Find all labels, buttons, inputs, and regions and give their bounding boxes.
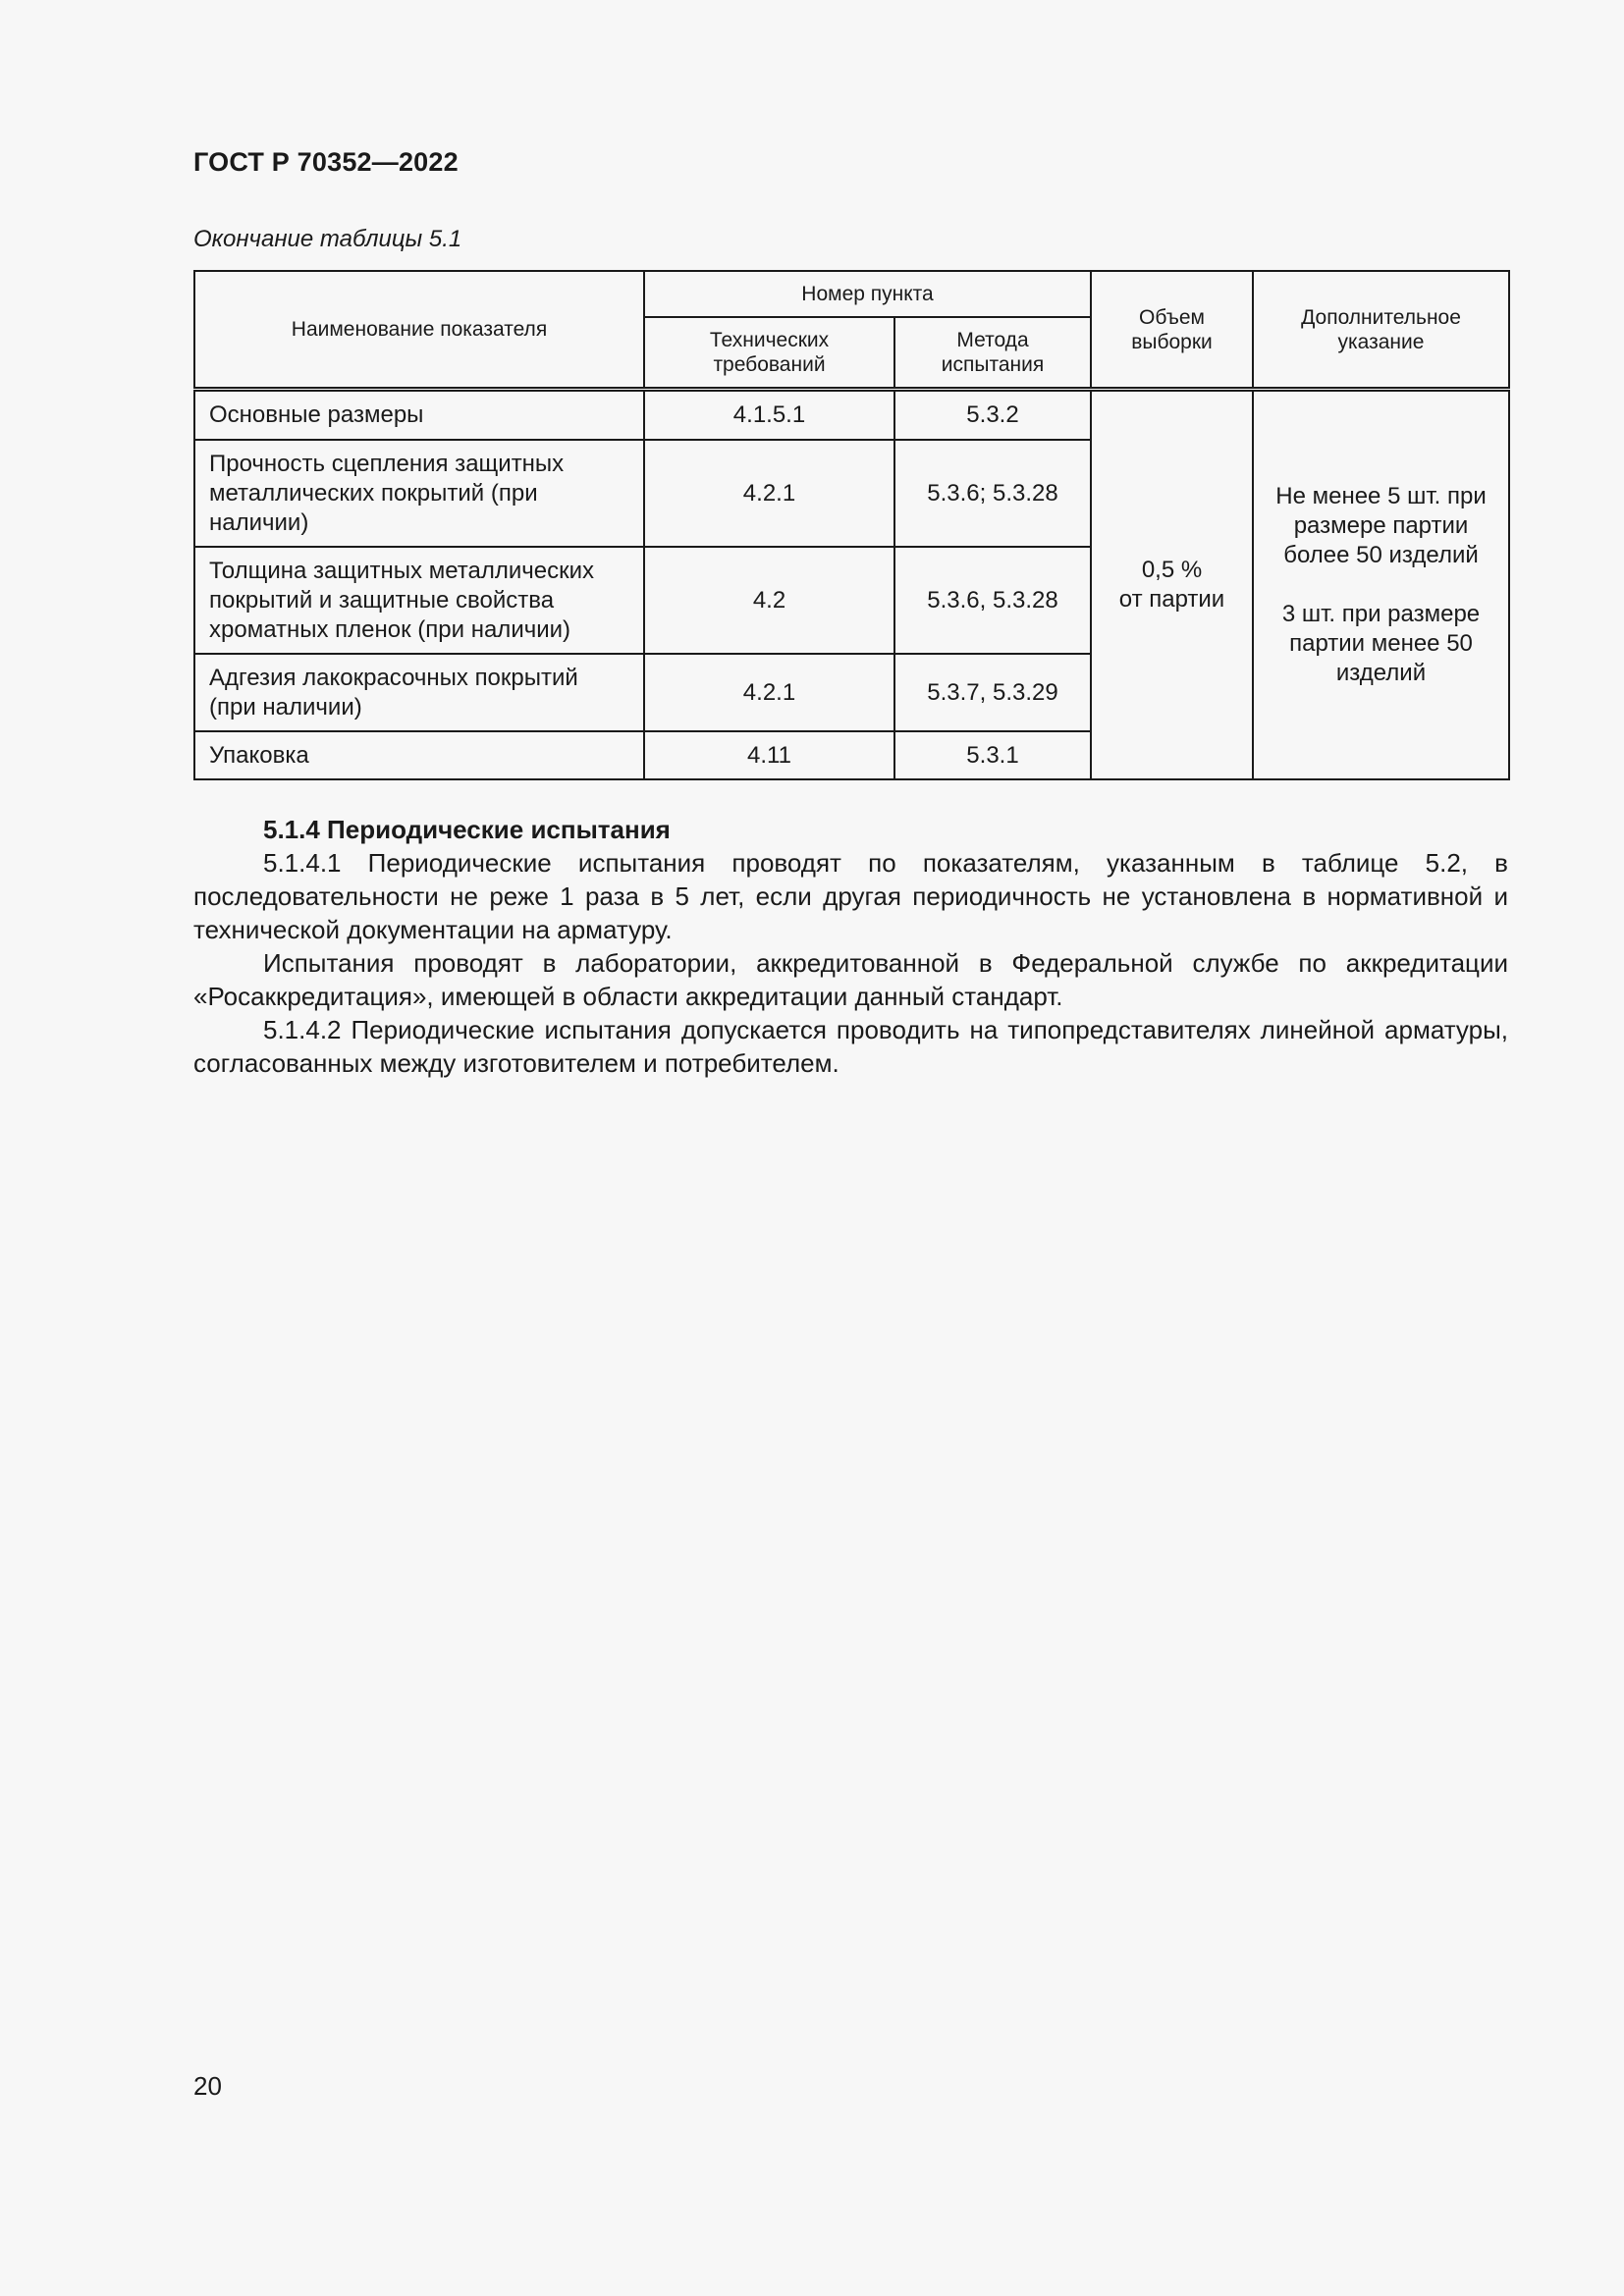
- note-line: 3 шт. при размере: [1281, 601, 1481, 627]
- section-body: [193, 813, 1508, 1080]
- tech-req-value: 4.2.1: [644, 654, 894, 731]
- header-additional-note: Дополнительное указание: [1253, 271, 1509, 390]
- sample-size-line: 0,5 %: [1141, 557, 1203, 583]
- note-line: размере партии: [1293, 512, 1469, 539]
- note-line: изделий: [1335, 660, 1427, 686]
- tech-req-value: 4.2: [644, 547, 894, 654]
- document-id: ГОСТ Р 70352—2022: [193, 147, 459, 177]
- sample-size-cell: [1091, 390, 1253, 780]
- header-tech-requirements: Технических требований: [644, 317, 894, 390]
- test-method-value: 5.3.1: [894, 731, 1091, 779]
- paragraph: Испытания проводят в лаборатории, аккредитованной в Федеральной службе по аккредитации «Росаккредитация», имеющей в области аккредитации данный стандарт.: [193, 948, 1508, 1011]
- test-method-value: 5.3.2: [894, 390, 1091, 441]
- paragraph: 5.1.4.2 Периодические испытания допускается проводить на типопредставителях линейной арматуры, согласованных между изготовителем и потребителем.: [193, 1015, 1508, 1078]
- test-method-value: 5.3.6, 5.3.28: [894, 547, 1091, 654]
- test-method-value: 5.3.7, 5.3.29: [894, 654, 1091, 731]
- note-line: более 50 изделий: [1283, 542, 1479, 568]
- indicator-name: Основные размеры: [194, 390, 644, 441]
- indicator-name: Адгезия лакокрасочных покрытий (при наличии): [194, 654, 644, 731]
- table-row: [194, 390, 1509, 441]
- header-test-method: Метода испытания: [894, 317, 1091, 390]
- note-line: партии менее 50: [1289, 630, 1473, 657]
- header-sample-size: Объем выборки: [1091, 271, 1253, 390]
- sample-size-line: от партии: [1118, 586, 1225, 613]
- indicators-table: [193, 270, 1510, 780]
- paragraph: 5.1.4.1 Периодические испытания проводят по показателям, указанным в таблице 5.2, в последовательности не реже 1 раза в 5 лет, если другая периодичность не установлена в нормативной и технической документации на арматуру.: [193, 848, 1508, 944]
- header-indicator-name: Наименование показателя: [194, 271, 644, 390]
- page-number: 20: [193, 2071, 222, 2101]
- note-line: Не менее 5 шт. при: [1275, 483, 1487, 509]
- tech-req-value: 4.2.1: [644, 440, 894, 547]
- indicator-name: Прочность сцепления защитных металлических покрытий (при наличии): [194, 440, 644, 547]
- tech-req-value: 4.1.5.1: [644, 390, 894, 441]
- table-container: [193, 270, 1508, 780]
- tech-req-value: 4.11: [644, 731, 894, 779]
- indicator-name: Упаковка: [194, 731, 644, 779]
- test-method-value: 5.3.6; 5.3.28: [894, 440, 1091, 547]
- table-caption: Окончание таблицы 5.1: [193, 226, 462, 252]
- indicator-name: Толщина защитных металлических покрытий и защитные свойства хроматных пленок (при наличии): [194, 547, 644, 654]
- header-item-number: Номер пункта: [644, 271, 1091, 317]
- section-heading: 5.1.4 Периодические испытания: [263, 815, 671, 844]
- additional-note-cell: [1253, 390, 1509, 780]
